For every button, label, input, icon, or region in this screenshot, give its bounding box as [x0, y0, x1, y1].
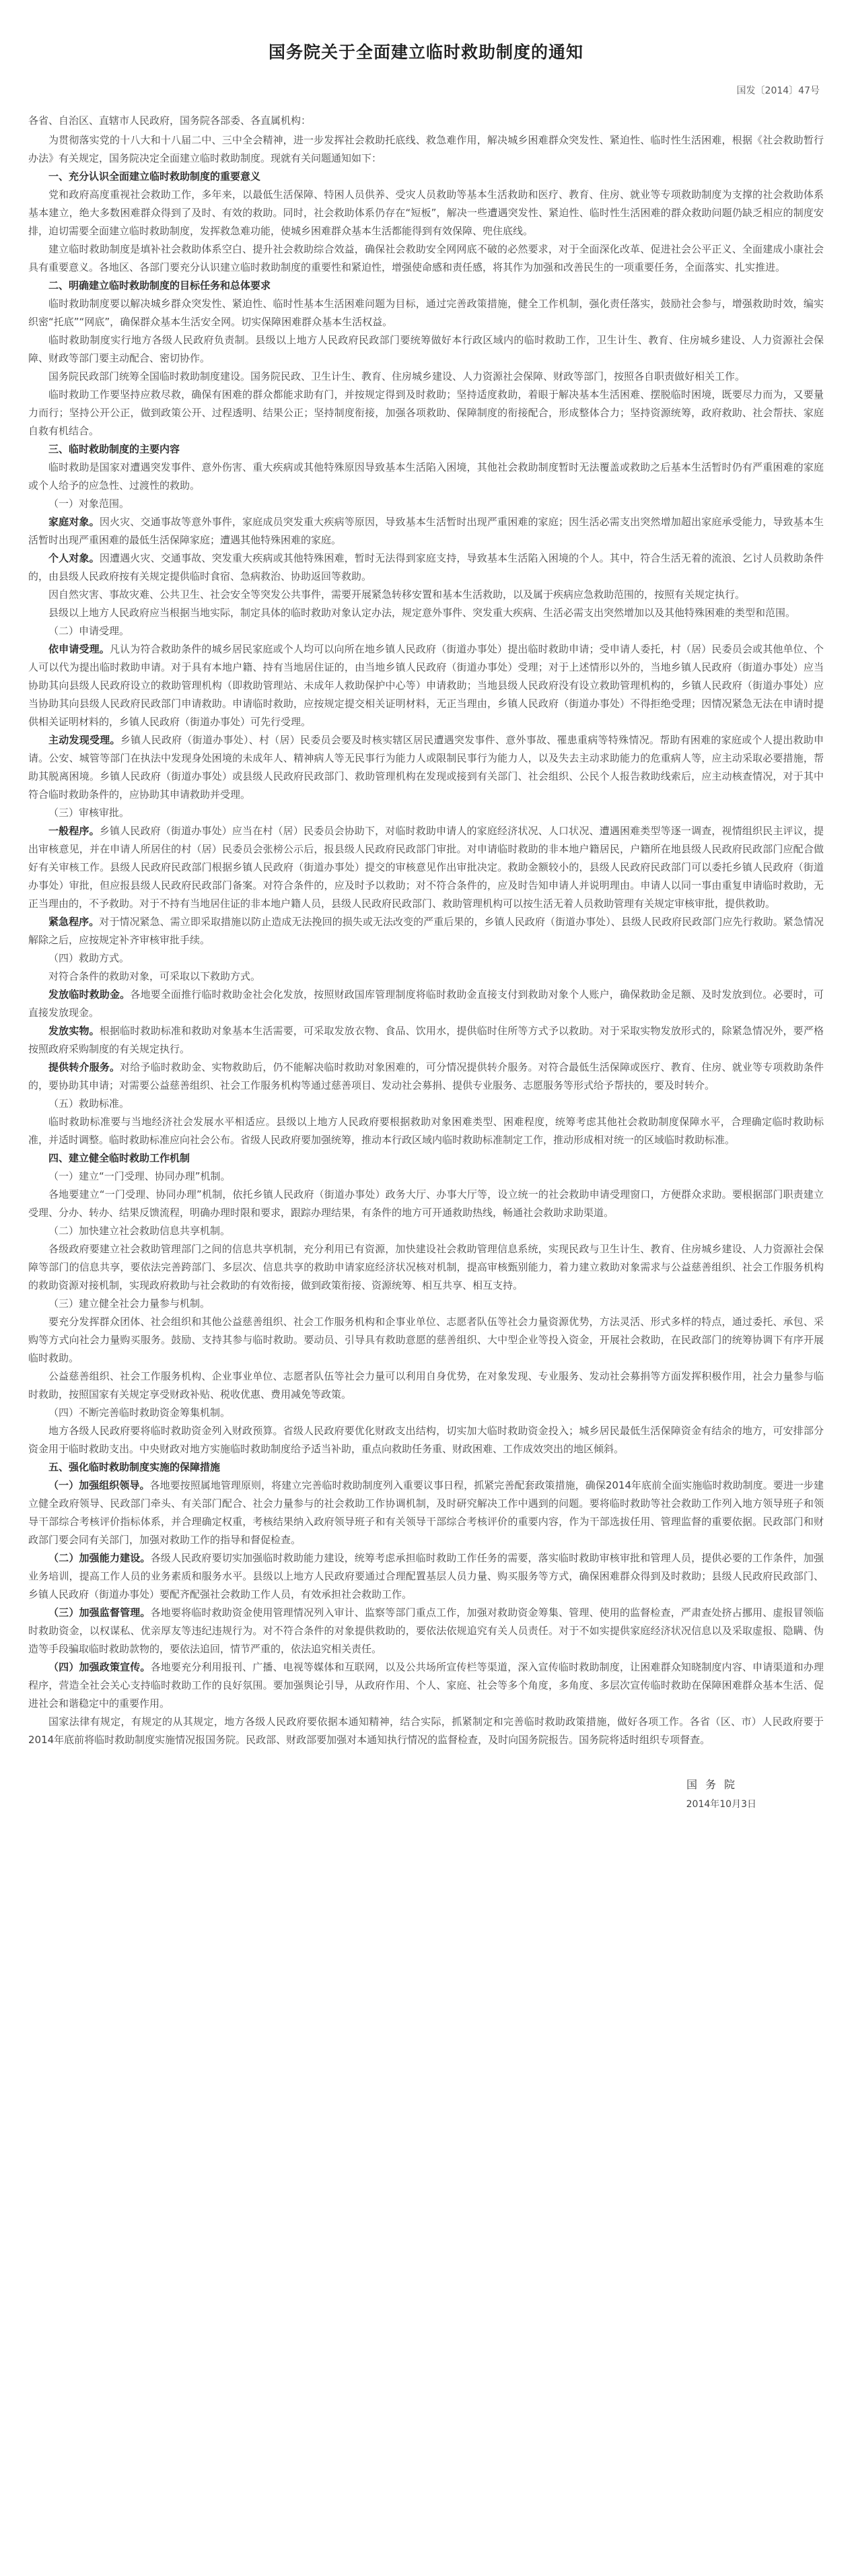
- section-heading: [28, 440, 824, 459]
- body-paragraph: [28, 295, 824, 331]
- body-paragraph: [28, 1477, 824, 1549]
- paragraph-text: 对于情况紧急、需立即采取措施以防止造成无法挽回的损失或无法改变的严重后果的，乡镇人民政府（街道办事处）、县级人民政府民政部门应先行救助。紧急情况解除之后，应按规定补齐审核审批手续。: [28, 916, 824, 946]
- body-paragraph: [28, 1422, 824, 1458]
- paragraph-text: 临时救助制度要以解决城乡群众突发性、紧迫性、临时性基本生活困难问题为目标，通过完善政策措施，健全工作机制，强化责任落实，鼓励社会参与，增强救助时效，编实织密“托底”“网底”，确保群众基本生活安全网。切实保障困难群众基本生活权益。: [28, 298, 824, 328]
- body-paragraph: [28, 913, 824, 949]
- paragraph-lead-term: 提供转介服务。: [48, 1061, 120, 1073]
- subsection-heading: [28, 1167, 824, 1186]
- paragraph-text: 地方各级人民政府要将临时救助资金列入财政预算。省级人民政府要优化财政支出结构，切实加大临时救助资金投入；城乡居民最低生活保障资金有结余的地方，可安排部分资金用于临时救助支出。中央财政对地方实施临时救助制度给予适当补助，重点向救助任务重、财政困难、工作成效突出的地区倾斜。: [28, 1425, 824, 1455]
- paragraph-lead-term: （四）加强政策宣传。: [48, 1661, 151, 1673]
- paragraph-text: 党和政府高度重视社会救助工作，多年来，以最低生活保障、特困人员供养、受灾人员救助等基本生活救助和医疗、教育、住房、就业等专项救助制度为支撑的社会救助体系基本建立，绝大多数困难群众得到了及时、有效的救助。同时，社会救助体系仍存在“短板”，解决一些遭遇突发性、紧迫性、临时性生活困难的群众救助问题仍缺乏相应的制度安排，迫切需要全面建立临时救助制度，发挥救急难功能，使城乡困难群众基本生活都能得到有效保障、兜住底线。: [28, 189, 824, 237]
- paragraph-lead-term: 一般程序。: [48, 825, 100, 837]
- body-paragraph: [28, 386, 824, 440]
- section-heading: [28, 168, 824, 186]
- paragraph-text: 各地要按照属地管理原则，将建立完善临时救助制度列入重要议事日程，抓紧完善配套政策措施，确保2014年底前全面实施临时救助制度。要进一步建立健全政府领导、民政部门牵头、有关部门配合、社会力量参与的社会救助工作协调机制，及时研究解决工作中遇到的问题。要将临时救助等社会救助工作列入地方领导班子和领导干部综合考核评价指标体系，并合理确定权重，考核结果纳入政府领导班子和有关领导干部综合考核评价的重要内容，作为干部选拔任用、管理监督的重要依据。民政部门和财政部门要会同有关部门，加强对救助工作的指导和督促检查。: [28, 1479, 824, 1546]
- paragraph-lead-term: 家庭对象。: [48, 516, 100, 528]
- body-paragraph: [28, 240, 824, 277]
- paragraph-text: 国务院民政部门统筹全国临时救助制度建设。国务院民政、卫生计生、教育、住房城乡建设、人力资源社会保障、财政等部门，按照各自职责做好相关工作。: [48, 370, 746, 382]
- paragraph-text: （四）救助方式。: [48, 952, 130, 964]
- paragraph-text: 临时救助标准要与当地经济社会发展水平相适应。县级以上地方人民政府要根据救助对象困难类型、困难程度，统筹考虑其他社会救助制度保障水平，合理确定临时救助标准，并适时调整。临时救助标准应向社会公布。省级人民政府要加强统筹，推动本行政区域内临时救助标准制定工作，推动形成相对统一的区域临时救助标准。: [28, 1116, 824, 1146]
- body-paragraph: [28, 968, 824, 986]
- paragraph-text: 各地要将临时救助资金使用管理情况列入审计、监察等部门重点工作，加强对救助资金筹集、管理、使用的监督检查，严肃查处挤占挪用、虚报冒领临时救助资金，以权谋私、优亲厚友等违纪违规行为。对不符合条件的对象提供救助的，要依法依规追究有关人员责任。对于不如实提供家庭经济状况信息以及采取虚报、隐瞒、伪造等手段骗取临时救助款物的，要依法追回，情节严重的，依法追究相关责任。: [28, 1606, 824, 1655]
- paragraph-text: 因自然灾害、事故灾难、公共卫生、社会安全等突发公共事件，需要开展紧急转移安置和基本生活救助，以及属于疾病应急救助范围的，按照有关规定执行。: [48, 588, 746, 601]
- body-paragraph: [28, 586, 824, 604]
- subsection-heading: [28, 1295, 824, 1313]
- issue-date: 2014年10月3日: [686, 1799, 756, 1810]
- paragraph-text: 三、临时救助制度的主要内容: [48, 443, 180, 455]
- paragraph-text: 各级政府要建立社会救助管理部门之间的信息共享机制，充分利用已有资源，加快建设社会救助管理信息系统，实现民政与卫生计生、教育、住房城乡建设、人力资源社会保障等部门的信息共享，要依法完善跨部门、多层次、信息共享的救助申请家庭经济状况核对机制，提高审核甄别能力，着力建立救助对象需求与公益慈善组织、社会工作服务机构的救助资源对接机制，实现政府救助与社会救助的有效衔接，做到政策衔接、资源统筹、相互共享、相互支持。: [28, 1243, 824, 1291]
- subsection-heading: [28, 1404, 824, 1422]
- section-heading: [28, 1458, 824, 1477]
- body-paragraph: [28, 331, 824, 368]
- paragraph-lead-term: 发放实物。: [48, 1025, 100, 1037]
- paragraph-text: 各地要建立“一门受理、协同办理”机制，依托乡镇人民政府（街道办事处）政务大厅、办事大厅等，设立统一的社会救助申请受理窗口，方便群众求助。要根据部门职责建立受理、分办、转办、结果反馈流程，明确办理时限和要求，跟踪办理结果，有条件的地方可开通救助热线，畅通社会救助求助渠道。: [28, 1188, 824, 1219]
- document-body: [28, 112, 824, 1749]
- paragraph-text: 临时救助工作要坚持应救尽救，确保有困难的群众都能求助有门，并按规定得到及时救助；坚持适度救助，着眼于解决基本生活困难、摆脱临时困境，既要尽力而为，又要量力而行；坚持公开公正，做到政策公开、过程透明、结果公正；坚持制度衔接，加强各项救助、保障制度的衔接配合，形成整体合力；坚持资源统筹，政府救助、社会帮扶、家庭自救有机结合。: [28, 388, 824, 437]
- document-number: 国发〔2014〕47号: [736, 86, 820, 96]
- paragraph-text: 各地要充分利用报刊、广播、电视等媒体和互联网，以及公共场所宣传栏等渠道，深入宣传临时救助制度，让困难群众知晓制度内容、申请渠道和办理程序，营造全社会关心支持临时救助工作的良好氛围。要加强舆论引导，从政府作用、个人、家庭、社会等多个角度，多角度、多层次宣传临时救助在保障困难群众基本生活、促进社会和谐稳定中的重要作用。: [28, 1661, 824, 1709]
- paragraph-text: 公益慈善组织、社会工作服务机构、企业事业单位、志愿者队伍等社会力量可以利用自身优势，在对象发现、专业服务、发动社会募捐等方面发挥积极作用，社会力量参与临时救助，按照国家有关规定享受财政补贴、税收优惠、费用减免等政策。: [28, 1370, 824, 1400]
- paragraph-text: （三）审核审批。: [48, 807, 130, 819]
- body-paragraph: [28, 1113, 824, 1149]
- body-paragraph: [28, 731, 824, 804]
- body-paragraph: [28, 1549, 824, 1604]
- paragraph-text: 临时救助制度实行地方各级人民政府负责制。县级以上地方人民政府民政部门要统筹做好本行政区域内的临时救助工作，卫生计生、教育、住房城乡建设、人力资源社会保障、财政等部门要主动配合、密切协作。: [28, 334, 824, 364]
- body-paragraph: [28, 1058, 824, 1095]
- body-paragraph: [28, 640, 824, 731]
- paragraph-text: 各地要全面推行临时救助金社会化发放，按照财政国库管理制度将临时救助金直接支付到救助对象个人账户，确保救助金足额、及时发放到位。必要时，可直接发放现金。: [28, 988, 824, 1019]
- paragraph-lead-term: （三）加强监督管理。: [48, 1606, 151, 1619]
- paragraph-text: 国家法律有规定，有规定的从其规定，地方各级人民政府要依据本通知精神，结合实际，抓紧制定和完善临时救助政策措施，做好各项工作。各省（区、市）人民政府要于2014年底前将临时救助制度实施情况报国务院。民政部、财政部要加强对本通知执行情况的监督检查，及时向国务院报告。国务院将适时组织专项督查。: [28, 1716, 824, 1746]
- body-paragraph: [28, 1658, 824, 1713]
- subsection-heading: [28, 804, 824, 822]
- paragraph-lead-term: 依申请受理。: [48, 643, 110, 655]
- body-paragraph: [28, 186, 824, 240]
- document-title: 国务院关于全面建立临时救助制度的通知: [268, 42, 583, 62]
- paragraph-text: 一、充分认识全面建立临时救助制度的重要意义: [48, 170, 261, 182]
- issuer-signature: 国务院: [686, 1778, 743, 1791]
- paragraph-text: （二）申请受理。: [48, 625, 130, 637]
- body-paragraph: [28, 459, 824, 495]
- body-paragraph: [28, 1186, 824, 1222]
- paragraph-text: （一）对象范围。: [48, 498, 130, 510]
- paragraph-text: 五、强化临时救助制度实施的保障措施: [48, 1461, 221, 1473]
- body-paragraph: [28, 1367, 824, 1404]
- paragraph-text: 各省、自治区、直辖市人民政府，国务院各部委、各直属机构：: [28, 114, 312, 127]
- subsection-heading: [28, 622, 824, 640]
- paragraph-text: 四、建立健全临时救助工作机制: [48, 1152, 190, 1164]
- subsection-heading: [28, 1222, 824, 1240]
- paragraph-text: 建立临时救助制度是填补社会救助体系空白、提升社会救助综合效益，确保社会救助安全网网底不破的必然要求，对于全面深化改革、促进社会公平正义、全面建成小康社会具有重要意义。各地区、各部门要充分认识建立临时救助制度的重要性和紧迫性，增强使命感和责任感，将其作为加强和改善民生的一项重要任务，全面落实、扎实推进。: [28, 243, 824, 273]
- paragraph-lead-term: （一）加强组织领导。: [48, 1479, 150, 1491]
- paragraph-text: （一）建立“一门受理、协同办理”机制。: [48, 1170, 231, 1182]
- paragraph-text: 为贯彻落实党的十八大和十八届二中、三中全会精神，进一步发挥社会救助托底线、救急难作用，解决城乡困难群众突发性、紧迫性、临时性生活困难，根据《社会救助暂行办法》有关规定，国务院决定全面建立临时救助制度。现就有关问题通知如下：: [28, 134, 824, 164]
- body-paragraph: [28, 131, 824, 168]
- subsection-heading: [28, 1095, 824, 1113]
- paragraph-lead-term: 发放临时救助金。: [48, 988, 131, 1001]
- paragraph-text: 根据临时救助标准和救助对象基本生活需要，可采取发放衣物、食品、饮用水，提供临时住所等方式予以救助。对于采取实物发放形式的，除紧急情况外，要严格按照政府采购制度的有关规定执行。: [28, 1025, 824, 1055]
- paragraph-text: 因火灾、交通事故等意外事件，家庭成员突发重大疾病等原因，导致基本生活暂时出现严重困难的家庭；因生活必需支出突然增加超出家庭承受能力，导致基本生活暂时出现严重困难的最低生活保障家庭；遭遇其他特殊困难的家庭。: [28, 516, 824, 546]
- paragraph-text: 乡镇人民政府（街道办事处）应当在村（居）民委员会协助下，对临时救助申请人的家庭经济状况、人口状况、遭遇困难类型等逐一调查，视情组织民主评议，提出审核意见，并在申请人所居住的村（居）民委员会张榜公示后，报县级人民政府民政部门审批。对申请临时救助的非本地户籍居民，户籍所在地县级人民政府民政部门应配合做好有关审核工作。县级人民政府民政部门根据乡镇人民政府（街道办事处）提交的审核意见作出审批决定。救助金额较小的，县级人民政府民政部门可以委托乡镇人民政府（街道办事处）审批，但应报县级人民政府民政部门备案。对符合条件的，应及时予以救助；对不符合条件的，应及时告知申请人并说明理由。申请人以同一事由重复申请临时救助，无正当理由的，不予救助。对于不持有当地居住证的非本地户籍人员，县级人民政府民政部门、救助管理机构可以按生活无着人员救助管理有关规定审核审批，提供救助。: [28, 825, 824, 910]
- body-paragraph: [28, 549, 824, 586]
- paragraph-lead-term: 主动发现受理。: [48, 734, 120, 746]
- paragraph-text: 乡镇人民政府（街道办事处）、村（居）民委员会要及时核实辖区居民遭遇突发事件、意外事故、罹患重病等特殊情况。帮助有困难的家庭或个人提出救助申请。公安、城管等部门在执法中发现身处困境的未成年人、精神病人等无民事行为能力人或限制民事行为能力人，以及失去主动求助能力的危重病人等，应主动采取必要措施，帮助其脱离困境。乡镇人民政府（街道办事处）或县级人民政府民政部门、救助管理机构在发现或接到有关部门、社会组织、公民个人报告救助线索后，应主动核查情况，对于其中符合临时救助条件的，应协助其申请救助并受理。: [28, 734, 824, 801]
- section-heading: [28, 1149, 824, 1167]
- paragraph-text: 对符合条件的救助对象，可采取以下救助方式。: [48, 970, 261, 982]
- paragraph-lead-term: 紧急程序。: [48, 916, 100, 928]
- paragraph-text: （二）加快建立社会救助信息共享机制。: [48, 1225, 231, 1237]
- salutation: [28, 112, 824, 130]
- subsection-heading: [28, 495, 824, 513]
- body-paragraph: [28, 1604, 824, 1658]
- paragraph-text: 县级以上地方人民政府应当根据当地实际，制定具体的临时救助对象认定办法，规定意外事件、突发重大疾病、生活必需支出突然增加以及其他特殊困难的类型和范围。: [48, 607, 796, 619]
- section-heading: [28, 277, 824, 295]
- paragraph-text: 临时救助是国家对遭遇突发事件、意外伤害、重大疾病或其他特殊原因导致基本生活陷入困境，其他社会救助制度暂时无法覆盖或救助之后基本生活暂时仍有严重困难的家庭或个人给予的应急性、过渡性的救助。: [28, 461, 824, 492]
- paragraph-text: （四）不断完善临时救助资金筹集机制。: [48, 1406, 231, 1419]
- paragraph-text: （三）建立健全社会力量参与机制。: [48, 1297, 211, 1310]
- subsection-heading: [28, 949, 824, 968]
- paragraph-text: 对给予临时救助金、实物救助后，仍不能解决临时救助对象困难的，可分情况提供转介服务。对符合最低生活保障或医疗、教育、住房、就业等专项救助条件的，要协助其申请；对需要公益慈善组织、社会工作服务机构等通过慈善项目、发动社会募捐、提供专业服务、志愿服务等形式给予帮扶的，要及时转介。: [28, 1061, 824, 1091]
- paragraph-lead-term: 个人对象。: [48, 552, 100, 564]
- paragraph-text: （五）救助标准。: [48, 1097, 130, 1110]
- paragraph-lead-term: （二）加强能力建设。: [48, 1552, 151, 1564]
- body-paragraph: [28, 604, 824, 622]
- body-paragraph: [28, 1022, 824, 1058]
- body-paragraph: [28, 986, 824, 1022]
- body-paragraph: [28, 1240, 824, 1295]
- body-paragraph: [28, 513, 824, 549]
- body-paragraph: [28, 1713, 824, 1749]
- paragraph-text: 二、明确建立临时救助制度的目标任务和总体要求: [48, 279, 271, 292]
- paragraph-text: 凡认为符合救助条件的城乡居民家庭或个人均可以向所在地乡镇人民政府（街道办事处）提出临时救助申请；受申请人委托，村（居）民委员会或其他单位、个人可以代为提出临时救助申请。对于具有本地户籍、持有当地居住证的，由当地乡镇人民政府（街道办事处）受理；对于上述情形以外的，当地乡镇人民政府（街道办事处）应当协助其向县级人民政府设立的救助管理机构（即救助管理站、未成年人救助保护中心等）申请救助；当地县级人民政府没有设立救助管理机构的，乡镇人民政府（街道办事处）应当协助其向县级人民政府民政部门申请救助。申请临时救助，应按规定提交相关证明材料，无正当理由，乡镇人民政府（街道办事处）不得拒绝受理；因情况紧急无法在申请时提供相关证明材料的，乡镇人民政府（街道办事处）可先行受理。: [28, 643, 824, 728]
- body-paragraph: [28, 822, 824, 913]
- paragraph-text: 各级人民政府要切实加强临时救助能力建设，统筹考虑承担临时救助工作任务的需要，落实临时救助审核审批和管理人员，提供必要的工作条件，加强业务培训，提高工作人员的业务素质和服务水平。县级以上地方人民政府要通过合理配置基层人员力量、购买服务等方式，确保困难群众得到及时救助；县级人民政府民政部门、乡镇人民政府（街道办事处）要配齐配强社会救助工作人员，有效承担社会救助工作。: [28, 1552, 824, 1600]
- body-paragraph: [28, 1313, 824, 1367]
- paragraph-text: 因遭遇火灾、交通事故、突发重大疾病或其他特殊困难，暂时无法得到家庭支持，导致基本生活陷入困境的个人。其中，符合生活无着的流浪、乞讨人员救助条件的，由县级人民政府按有关规定提供临时食宿、急病救治、协助返回等救助。: [28, 552, 824, 582]
- body-paragraph: [28, 368, 824, 386]
- paragraph-text: 要充分发挥群众团体、社会组织和其他公益慈善组织、社会工作服务机构和企事业单位、志愿者队伍等社会力量资源优势，方法灵活、形式多样的特点，通过委托、承包、采购等方式向社会力量购买服务。鼓励、支持其参与临时救助。要动员、引导具有救助意愿的慈善组织、大中型企业等投入资金，开展社会救助，在民政部门的统筹协调下有序开展临时救助。: [28, 1316, 824, 1364]
